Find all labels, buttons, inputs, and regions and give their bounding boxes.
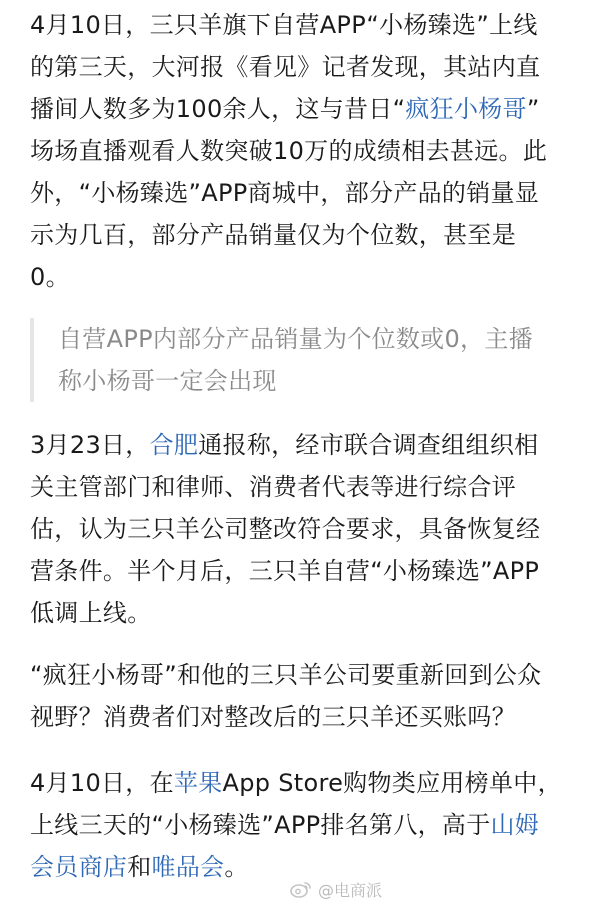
paragraph-question: [30, 654, 575, 738]
text-segment: 和: [127, 853, 152, 881]
text-line: [30, 424, 575, 466]
text-line: [30, 762, 575, 804]
link-sams-club[interactable]: 会员商店: [30, 853, 128, 881]
link-vipshop[interactable]: 唯品会: [151, 853, 225, 881]
weibo-logo-icon: [290, 880, 312, 898]
watermark-text: @电商派: [317, 880, 382, 900]
text-segment: 通报称，经市联合调查组组织相: [198, 431, 539, 459]
text-line: [30, 804, 575, 846]
text-segment: 。: [224, 853, 249, 881]
text-segment: 3月23日，: [30, 431, 150, 459]
text-line: 低调上线。: [30, 599, 152, 627]
text-line: [30, 88, 575, 130]
text-line: 的第三天，大河报《看见》记者发现，其站内直: [30, 53, 541, 81]
link-crazy-xiaoyangge[interactable]: 疯狂小杨哥: [405, 95, 527, 123]
text-line: 称小杨哥一定会出现: [58, 367, 277, 395]
text-segment: 上线三天的“小杨臻选”APP排名第八，高于: [30, 811, 491, 839]
text-line: “疯狂小杨哥”和他的三只羊公司要重新回到公众: [30, 661, 542, 689]
link-hefei[interactable]: 合肥: [149, 431, 199, 459]
text-line: 4月10日，三只羊旗下自营APP“小杨臻选”上线: [30, 11, 538, 39]
paragraph-app-launch: [30, 4, 575, 298]
text-line: 视野？消费者们对整改后的三只羊还买账吗？: [30, 703, 516, 731]
paragraph-rectification: [30, 424, 575, 634]
text-line: 外，“小杨臻选”APP商城中，部分产品的销量显: [30, 179, 540, 207]
link-sams[interactable]: 山姆: [490, 811, 540, 839]
text-line: 自营APP内部分产品销量为个位数或0，主播: [58, 325, 533, 353]
text-segment: ”: [526, 95, 540, 123]
watermark: [290, 876, 382, 902]
link-apple[interactable]: 苹果: [173, 769, 223, 797]
text-line: 场场直播观看人数突破10万的成绩相去甚远。此: [30, 137, 548, 165]
blockquote: [30, 318, 579, 402]
text-line: 示为几百，部分产品销量仅为个位数，甚至是: [30, 221, 516, 249]
text-segment: App Store购物类应用榜单中，: [222, 769, 562, 797]
text-line: 关主管部门和律师、消费者代表等进行综合评: [30, 473, 516, 501]
blockquote-text: [58, 318, 533, 402]
text-segment: 播间人数多为100余人，这与昔日“: [30, 95, 406, 123]
paragraph-ranking: [30, 762, 575, 888]
text-segment: 4月10日，在: [30, 769, 174, 797]
text-line: 0。: [30, 263, 70, 291]
text-line: 估，认为三只羊公司整改符合要求，具备恢复经: [30, 515, 541, 543]
text-line: 营条件。半个月后，三只羊自营“小杨臻选”APP: [30, 557, 540, 585]
